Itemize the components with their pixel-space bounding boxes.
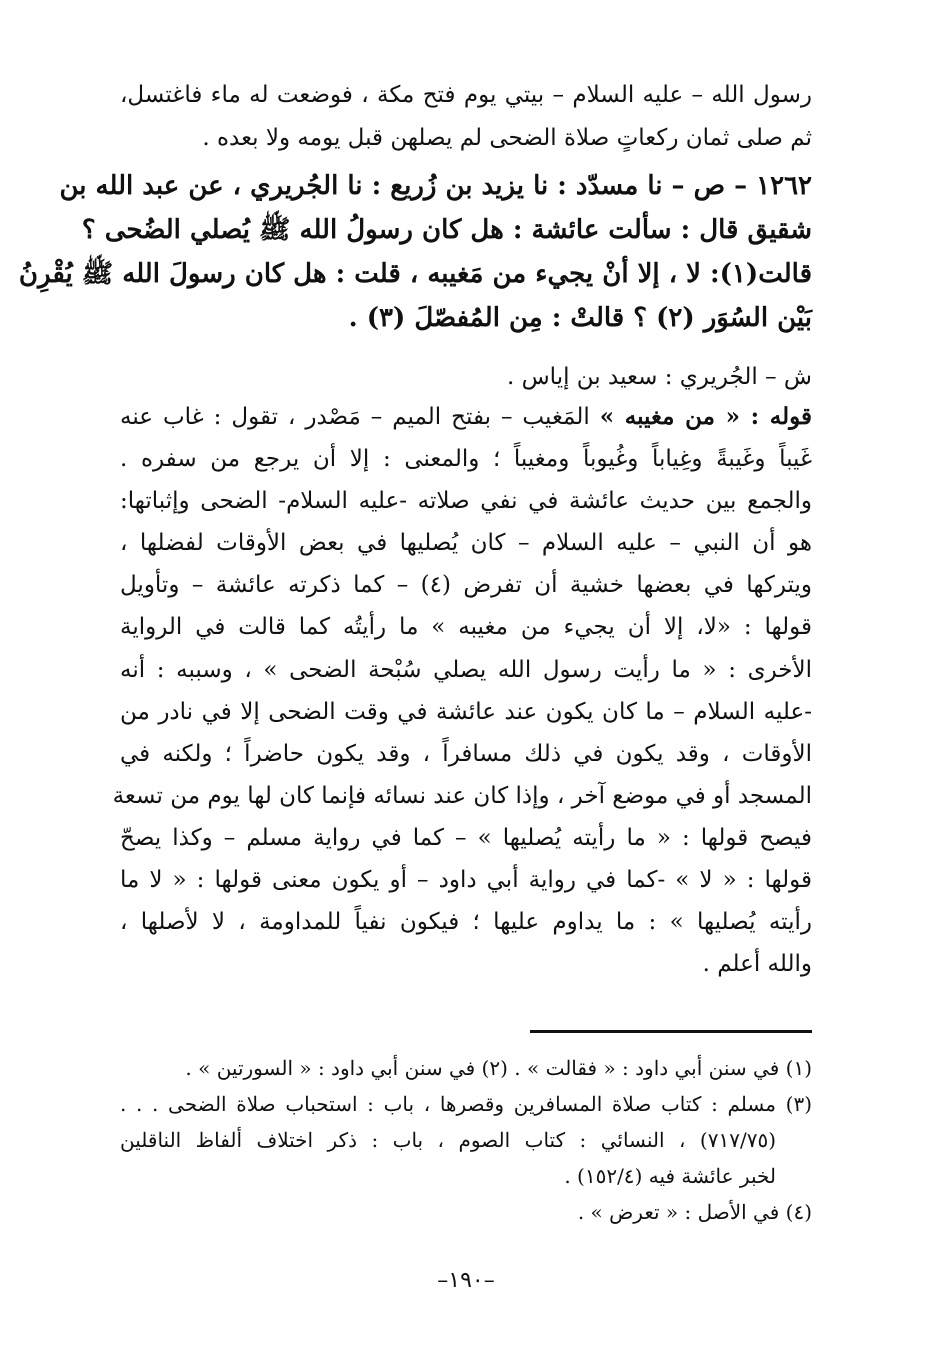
text-line: والجمع بين حديث عائشة في نفي صلاته -عليه السلام- الضحى وإثباتها:: [120, 488, 812, 515]
commentary-paragraph: [112, 396, 813, 985]
hadith-text: [18, 164, 812, 340]
sharh-line: [120, 356, 812, 399]
hadith-line: ١٢٦٢ – ص – نا مسدّد : نا يزيد بن زُريع : نا الجُريري ، عن عبد الله بن: [59, 171, 812, 201]
commentary-lead-rest: المَغيب – بفتح الميم – مَصْدر ، تقول : غاب عنه: [120, 404, 600, 430]
text-line: رأيته يُصليها » : ما يداوم عليها ؛ فيكون نفياً للمداومة ، لا لأصلها ،: [120, 909, 812, 936]
text-line: قولها : «لا، إلا أن يجيء من مغيبه » ما رأيتُه كما قالت في الرواية: [120, 614, 812, 641]
text-line: المسجد أو في موضع آخر ، وإذا كان عند نسائه فإنما كان لها يوم من تسعة: [112, 782, 812, 809]
footnote-line: لخبر عائشة فيه (١٥٢/٤) .: [564, 1164, 776, 1188]
text-line: هو أن النبي – عليه السلام – كان يُصليها في بعض الأوقات لفضلها ،: [120, 530, 812, 557]
text-line: الأوقات ، وقد يكون في ذلك مسافراً ، وقد يكون حاضراً ؛ ولكنه في: [120, 740, 812, 767]
text-line: ويتركها في بعضها خشية أن تفرض (٤) – كما ذكرته عائشة – وتأويل: [120, 572, 813, 599]
footnote-line: (٣) مسلم : كتاب صلاة المسافرين وقصرها ، باب : استحباب صلاة الضحى . . .: [120, 1092, 812, 1116]
footnote-line: (١) في سنن أبي داود : « فقالت » . (٢) في سنن أبي داود : « السورتين » .: [185, 1056, 812, 1080]
text-line: رسول الله – عليه السلام – بيتي يوم فتح مكة ، فوضعت له ماء فاغتسل،: [120, 82, 812, 108]
page-number: –١٩٠–: [437, 1268, 495, 1293]
footnotes: [120, 1050, 812, 1230]
text-line: [120, 396, 812, 438]
hadith-line: شقيق قال : سألت عائشة : هل كان رسولُ الله ﷺ يُصلي الضُحى ؟: [81, 215, 812, 245]
hadith-line: بَيْن السُوَر (٢) ؟ قالتْ : مِن المُفصّلَ (٣) .: [348, 303, 812, 333]
text-line: غَيباً وغَيبةً وغِياباً وغُيوباً ومغيباً ؛ والمعنى : إلا أن يرجع من سفره .: [120, 446, 812, 473]
footnote-divider: [530, 1030, 812, 1033]
text-line: قولها : « لا » -كما في رواية أبي داود – أو يكون معنى قولها : « لا ما: [120, 867, 812, 894]
intro-paragraph: [120, 74, 812, 160]
commentary-lead: قوله : « من مغيبه »: [599, 403, 812, 430]
text-line: فيصح قولها : « ما رأيته يُصليها » – كما في رواية مسلم – وكذا يصحّ: [120, 824, 812, 851]
text-line: والله أعلم .: [702, 951, 812, 978]
footnote-line: (٧١٧/٧٥) ، النسائي : كتاب الصوم ، باب : ذكر اختلاف ألفاظ الناقلين: [120, 1128, 776, 1152]
text-line: ش – الجُريري : سعيد بن إياس .: [506, 364, 812, 390]
text-line: ثم صلى ثمان ركعاتٍ صلاة الضحى لم يصلهن قبل يومه ولا بعده .: [202, 125, 812, 151]
text-line: الأخرى : « ما رأيت رسول الله يصلي سُبْحة الضحى » ، وسببه : أنه: [120, 656, 812, 683]
footnote-line: (٤) في الأصل : « تعرض » .: [577, 1200, 812, 1224]
text-line: -عليه السلام – ما كان يكون عند عائشة في وقت الضحى إلا في نادر من: [120, 698, 812, 725]
hadith-line: قالت(١): لا ، إلا أنْ يجيء من مَغيبه ، قلت : هل كان رسولَ الله ﷺ يُقْرِنُ: [18, 259, 812, 289]
